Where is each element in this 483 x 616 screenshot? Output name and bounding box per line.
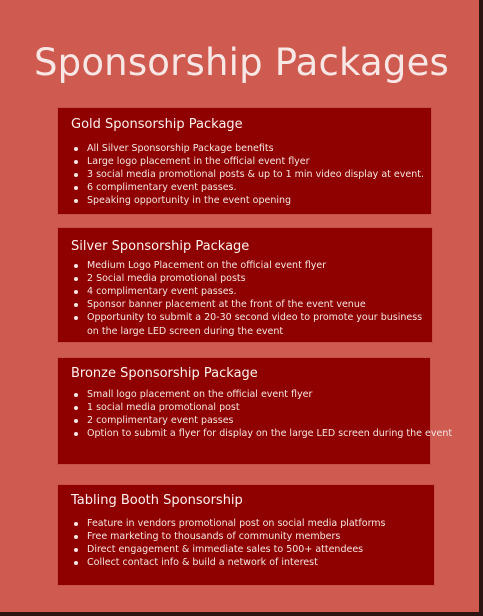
benefit-item: Collect contact info & build a network of interest xyxy=(73,556,426,569)
benefit-item: Feature in vendors promotional post on social media platforms xyxy=(73,517,426,530)
silver-package-card xyxy=(58,228,432,342)
benefit-item: 3 social media promotional posts & up to 1 min video display at event. xyxy=(73,168,423,181)
gold-package-title: Gold Sponsorship Package xyxy=(71,117,243,132)
silver-package-benefits xyxy=(73,259,424,338)
gold-package-card xyxy=(58,108,431,214)
benefit-item: 2 complimentary event passes xyxy=(73,414,422,427)
benefit-item: 6 complimentary event passes. xyxy=(73,181,423,194)
benefit-item: Large logo placement in the official event flyer xyxy=(73,155,423,168)
benefit-item: Direct engagement & immediate sales to 500+ attendees xyxy=(73,543,426,556)
benefit-item: Option to submit a flyer for display on the large LED screen during the event xyxy=(73,427,422,440)
benefit-item: Medium Logo Placement on the official event flyer xyxy=(73,259,424,272)
tabling-booth-benefits xyxy=(73,517,426,569)
benefit-item: 1 social media promotional post xyxy=(73,401,422,414)
bronze-package-title: Bronze Sponsorship Package xyxy=(71,366,258,381)
benefit-item: 2 Social media promotional posts xyxy=(73,272,424,285)
page-title: Sponsorship Packages xyxy=(33,41,450,84)
tabling-booth-title: Tabling Booth Sponsorship xyxy=(71,493,243,508)
benefit-item: Sponsor banner placement at the front of the event venue xyxy=(73,298,424,311)
benefit-item: Opportunity to submit a 20-30 second video to promote your business on the large LED screen during the event xyxy=(73,311,424,337)
bronze-package-benefits xyxy=(73,388,453,440)
benefit-item: 4 complimentary event passes. xyxy=(73,285,424,298)
bronze-package-card xyxy=(58,358,453,464)
silver-package-title: Silver Sponsorship Package xyxy=(71,239,250,254)
benefit-item: Free marketing to thousands of community members xyxy=(73,530,426,543)
benefit-item: Small logo placement on the official event flyer xyxy=(73,388,422,401)
benefit-item: All Silver Sponsorship Package benefits xyxy=(73,142,423,155)
benefit-item: Speaking opportunity in the event opening xyxy=(73,194,423,207)
tabling-booth-card xyxy=(58,485,434,585)
gold-package-benefits xyxy=(73,142,423,208)
